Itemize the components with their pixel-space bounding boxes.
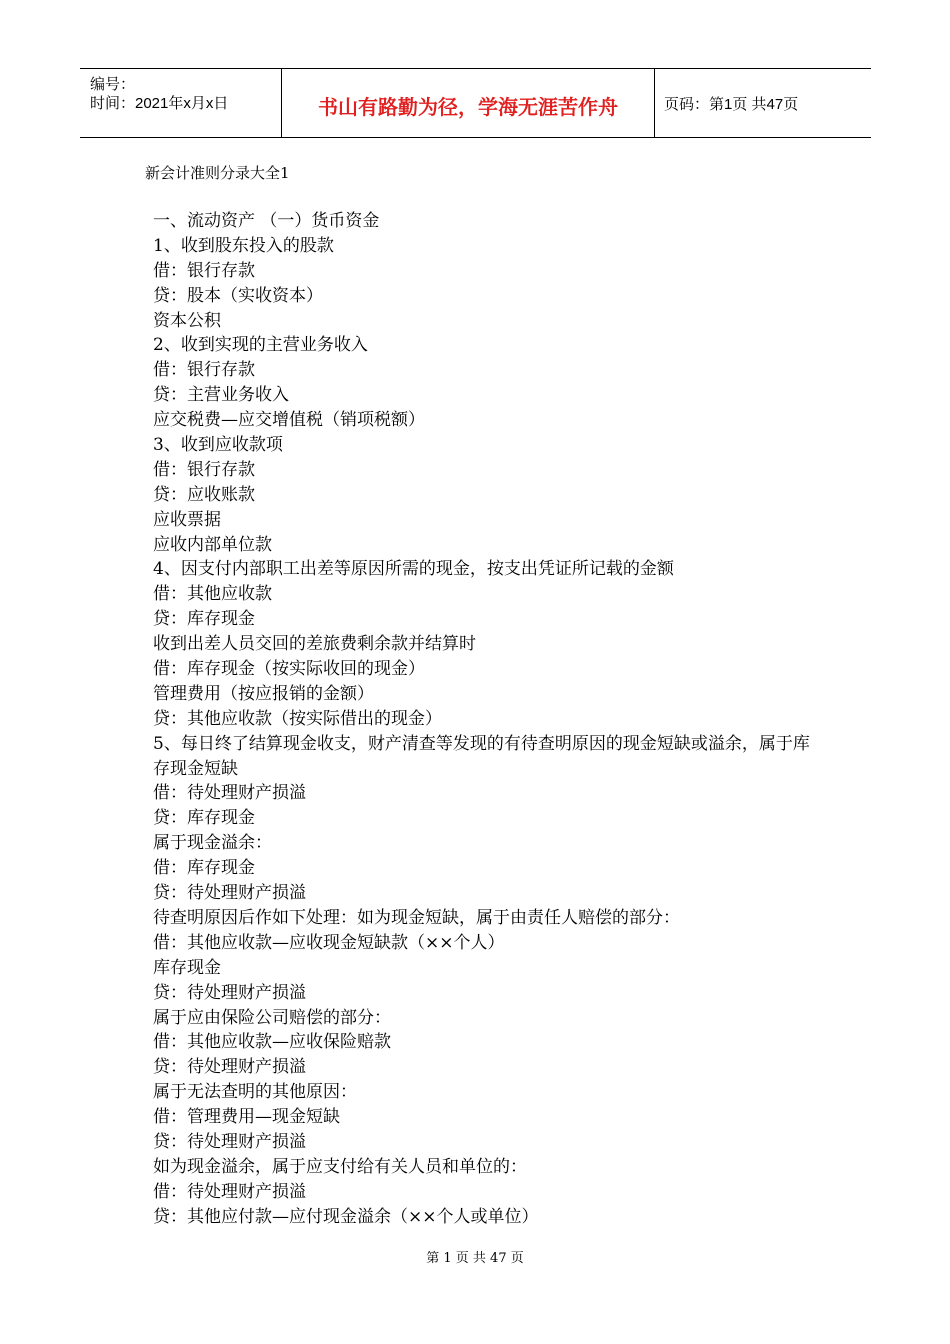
document-line: 收到出差人员交回的差旅费剩余款并结算时 xyxy=(153,634,476,655)
document-line: 贷：其他应付款—应付现金溢余（××个人或单位） xyxy=(153,1206,539,1227)
document-line: 借：库存现金 xyxy=(153,858,255,879)
document-line: 4、因支付内部职工出差等原因所需的现金，按支出凭证所记载的金额 xyxy=(153,559,674,580)
document-time-label: 时间：2021年x月x日 xyxy=(90,95,229,112)
document-line: 应收票据 xyxy=(153,509,221,530)
document-line: 贷：待处理财产损溢 xyxy=(153,982,306,1003)
document-line: 贷：其他应收款（按实际借出的现金） xyxy=(153,708,442,729)
document-line: 贷：应收账款 xyxy=(153,484,255,505)
document-line: 5、每日终了结算现金收支，财产清查等发现的有待查明原因的现金短缺或溢余，属于库 xyxy=(153,733,810,754)
page-header xyxy=(80,68,871,138)
document-line: 借：其他应收款—应收现金短缺款（××个人） xyxy=(153,932,505,953)
document-line: 库存现金 xyxy=(153,957,221,978)
document-line: 资本公积 xyxy=(153,310,221,331)
document-line: 借：管理费用—现金短缺 xyxy=(153,1107,340,1128)
document-line: 贷：主营业务收入 xyxy=(153,385,289,406)
document-line: 借：其他应收款—应收保险赔款 xyxy=(153,1032,391,1053)
document-line: 应收内部单位款 xyxy=(153,534,272,555)
document-line: 贷：股本（实收资本） xyxy=(153,285,323,306)
document-line: 贷：库存现金 xyxy=(153,808,255,829)
document-title: 新会计准则分录大全1 xyxy=(145,164,290,182)
header-motto: 书山有路勤为径，学海无涯苦作舟 xyxy=(318,95,618,119)
document-line: 应交税费—应交增值税（销项税额） xyxy=(153,410,425,431)
header-meta-cell xyxy=(80,69,282,137)
document-line: 贷：库存现金 xyxy=(153,609,255,630)
page-footer: 第 1 页 共 47 页 xyxy=(426,1251,524,1266)
document-line: 待查明原因后作如下处理：如为现金短缺，属于由责任人赔偿的部分： xyxy=(153,907,680,928)
document-line: 3、收到应收款项 xyxy=(153,435,283,456)
document-line: 借：待处理财产损溢 xyxy=(153,783,306,804)
document-line: 1、收到股东投入的股款 xyxy=(153,235,334,256)
header-page-info: 页码：第1页 共47页 xyxy=(664,96,799,113)
document-line: 借：其他应收款 xyxy=(153,584,272,605)
document-line: 管理费用（按应报销的金额） xyxy=(153,683,374,704)
document-line: 2、收到实现的主营业务收入 xyxy=(153,335,368,356)
document-line: 贷：待处理财产损溢 xyxy=(153,883,306,904)
document-line: 贷：待处理财产损溢 xyxy=(153,1057,306,1078)
document-line: 一、流动资产 （一）货币资金 xyxy=(153,211,380,231)
document-line: 借：银行存款 xyxy=(153,260,255,281)
document-line: 如为现金溢余，属于应支付给有关人员和单位的： xyxy=(153,1156,527,1177)
document-line: 借：库存现金（按实际收回的现金） xyxy=(153,659,425,680)
document-body xyxy=(153,209,898,1230)
document-line: 借：待处理财产损溢 xyxy=(153,1181,306,1202)
document-line: 属于现金溢余： xyxy=(153,833,272,854)
document-line: 借：银行存款 xyxy=(153,360,255,381)
document-line: 属于应由保险公司赔偿的部分： xyxy=(153,1007,391,1028)
header-motto-cell xyxy=(282,69,655,137)
document-line: 贷：待处理财产损溢 xyxy=(153,1131,306,1152)
document-line: 借：银行存款 xyxy=(153,459,255,480)
document-number-label: 编号： xyxy=(90,76,136,93)
document-line: 属于无法查明的其他原因： xyxy=(153,1082,357,1103)
header-page-cell xyxy=(655,69,871,137)
document-line: 存现金短缺 xyxy=(153,758,238,779)
